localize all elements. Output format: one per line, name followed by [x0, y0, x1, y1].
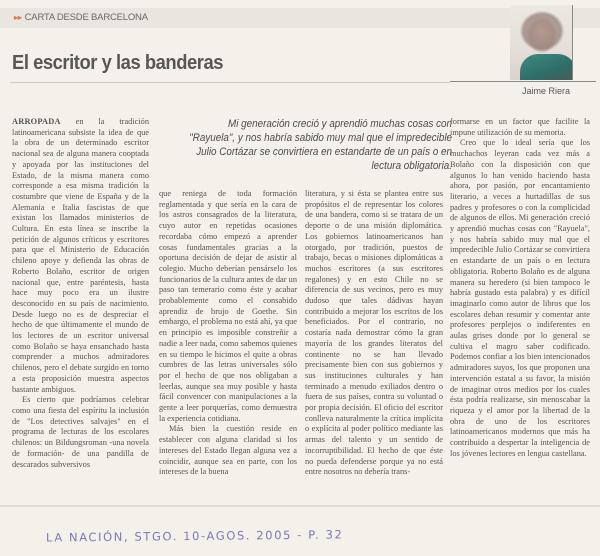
bottom-divider [0, 505, 600, 507]
double-arrow-icon: ▸▸ [14, 13, 22, 22]
author-photo [510, 5, 573, 80]
photo-divider [450, 81, 596, 82]
article-column-1 [12, 117, 149, 470]
article-column-3 [305, 189, 443, 478]
article-column-4 [450, 117, 590, 460]
article-column-2 [159, 189, 297, 478]
photo-head [520, 11, 564, 51]
handwritten-source-note: LA NACIÓN, STGO. 10-AGOS. 2005 - P. 32 [45, 527, 344, 545]
paragraph: que reniega de toda formación reglamentada y que sería en la cara de los astros consagrados de la literatura, cuyo autor en repetidas ocasiones recordaba cómo empezó a aprender cosas fundamentales gracias a la oportuna decisión de dejar de asistir al colegio. Mucho deberían pensárselo los funcionarios de la cultura antes de dar un paso tan temerario como éste y acabar probablemente como el consabido aprendiz de brujo de Goethe. Sin embargo, el problema no está ahí, ya que en principio es imposible constreñir a nadie a leer nada, como sabemos quienes en su tiempo le hicimos el quite a obras cumbres de las letras universales sólo por el hecho de que nos obligaban a leerlas, aunque sea muy posible y hasta fácil convencer con manipulaciones a la gente a leer porquerías, como demuestra la experiencia cotidiana. [159, 189, 297, 423]
paragraph: Creo que lo ideal sería que los muchachos leyeran cada vez más a Bolaño con la disposición con que algunos lo han venido haciendo hasta ahora, por pasión, por encantamiento literario, a veces a hurtadillas de sus padres y profesores o con la complicidad de algunos de ellos. Mi generación creció y aprendió muchas cosas con "Rayuela", y nos habría sabido muy mal que el impredecible Julio Cortázar se convirtiera en estandarte de un país o en lectura obligatoria. Roberto Bolaño es de alguna manera su heredero (si bien tampoco le habría gustado esta palabra) y es difícil imaginarlo como autor de libros que los escolares deban resumir y comentar ante profesores perplejos o indiferentes en aulas grises donde por lo general se cultiva el magro saber codificado. Podemos confiar a los bien intencionados admiradores suyos, los que proponen una intervención estatal a su favor, la misión de imaginar otros medios por los cuales ésta podría realizarse, sin menoscabar la riqueza y el amor por la libertad de la obra de uno de los escritores latinoamericanos modernos que más ha contribuido a despertar la inteligencia de los jóvenes lectores en lengua castellana. [450, 138, 590, 458]
pull-quote: Mi generación creció y aprendió muchas cosas con "Rayuela", y nos habría sabido muy mal que el impredecible Julio Cortázar se convirtiera en estandarte de un país o en lectura obligatoria. [189, 118, 453, 172]
paragraph: formarse en un factor que facilite la impune utilización de su memoria. [450, 117, 590, 137]
photo-shoulder [520, 54, 573, 80]
divider [10, 82, 450, 83]
lead-word: ARROPADA [12, 117, 61, 126]
section-label-text: CARTA DESDE BARCELONA [24, 12, 148, 23]
paragraph-text: en la tradición latinoamericana subsiste la idea de que la obra de un determinado escritor nacional sea de alguna manera cooptada y apoyada por las instituciones del Estado, de la misma manera como corresponde a esa misma tradición la costumbre que viene de España y de la Alemania e Italia fascistas de que existan los llamados ministerios de Cultura. En esta línea se inscribe la petición de algunos críticos y escritores para que el Ministerio de Educación chileno apoye y defienda las obras de Roberto Bolaño, escritor de origen nacional que, entre paréntesis, hasta hace muy poco era un ilustre desconocido en su país de nacimiento. Desde luego no es de despreciar el hecho de que últimamente el mundo de los lectores de un escritor universal como Bolaño se haya ensanchado hasta comprender a muchos admiradores chilenos, pero el debate surgido en torno a esta proposición muestra aspectos bastante ambiguos. [12, 117, 149, 394]
paragraph [12, 117, 149, 395]
paragraph: Más bien la cuestión reside en establecer con alguna claridad si los intereses del Estado llegan alguna vez a coincidir, aunque sea en parte, con los intereses de la buena [159, 424, 297, 477]
author-byline: Jaime Riera [522, 86, 571, 96]
section-label [14, 12, 148, 23]
headline: El escritor y las banderas [12, 52, 223, 74]
paragraph: Es cierto que podríamos celebrar como una fiesta del espíritu la inclusión de "Los detectives salvajes" en el programa de lecturas de los escolares chilenos: un Bildungsroman -una novela de formación- de una pandilla de descarados subversivos [12, 395, 149, 469]
paragraph: literatura, y si ésta se plantea entre sus propósitos el de representar los colores de una bandera, como si se tratara de un deporte o de una misión diplomática. Los gobiernos latinoamericanos han otorgado, por tradición, puestos de trabajo, becas o misiones diplomáticas a muchos escritores (a sus escritores regalones) y en esto Chile no se diferencia de sus vecinos, pero es muy dudoso que tales dádivas hayan contribuido a mejorar los escritos de los beneficiados. Por el contrario, no costaría nada demostrar cómo la gran mayoría de los grandes literatos del continente no se han llevado precisamente bien con sus gobiernos y sus instituciones culturales y han terminado a menudo exiliados dentro o fuera de sus países, contra su voluntad o por propia decisión. El oficio del escritor conlleva naturalmente la crítica implícita o explícita al poder político mediante las armas del talento y un sentido de incorruptibilidad. El hecho de que éste no pueda defenderse porque ya no está entre nosotros no debería trans- [305, 189, 443, 477]
